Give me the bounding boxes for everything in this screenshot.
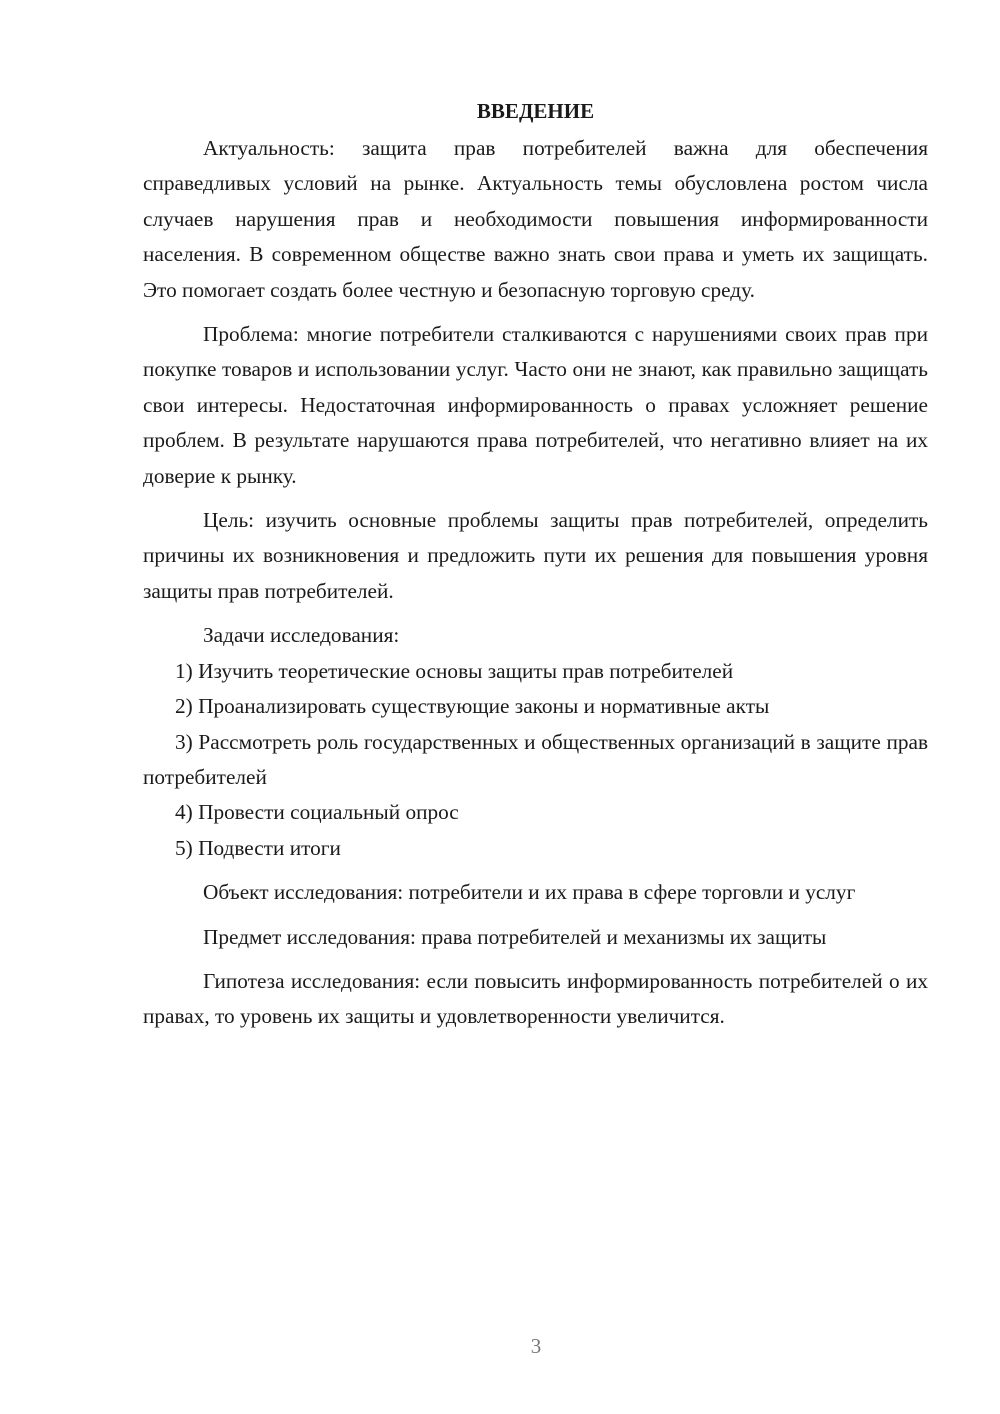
task-item-1: 1) Изучить теоретические основы защиты прав потребителей [175,658,734,683]
task-item-3: 3) Рассмотреть роль государственных и общественных организаций в защите прав потребителей [143,729,928,789]
paragraph-relevance: Актуальность: защита прав потребителей важна для обеспечения справедливых условий на рынке. Актуальность темы обусловлена ростом числа случаев нарушения прав и необходимости повышения информированности населения. В современном обществе важно знать свои права и уметь их защищать. Это помогает создать более честную и безопасную торговую среду. [143,136,928,302]
paragraph-object: Объект исследования: потребители и их права в сфере торговли и услуг [203,880,856,905]
section-title: ВВЕДЕНИЕ [476,99,595,123]
task-item-4: 4) Провести социальный опрос [175,800,459,825]
paragraph-hypothesis: Гипотеза исследования: если повысить информированность потребителей о их правах, то уровень их защиты и удовлетворенности увеличится. [143,968,928,1029]
paragraph-subject: Предмет исследования: права потребителей и механизмы их защиты [203,924,827,949]
paragraph-problem: Проблема: многие потребители сталкиваются с нарушениями своих прав при покупке товаров и использовании услуг. Часто они не знают, как правильно защищать свои интересы. Недостаточная информированность о правах усложняет решение проблем. В результате нарушаются права потребителей, что негативно влияет на их доверие к рынку. [143,322,928,488]
paragraph-goal: Цель: изучить основные проблемы защиты прав потребителей, определить причины их возникновения и предложить пути их решения для повышения уровня защиты прав потребителей. [143,508,928,603]
document-page [143,95,928,1035]
tasks-heading: Задачи исследования: [203,623,400,648]
task-item-5: 5) Подвести итоги [175,835,341,860]
page-number: 3 [530,1334,542,1358]
task-item-2: 2) Проанализировать существующие законы и нормативные акты [175,694,770,719]
